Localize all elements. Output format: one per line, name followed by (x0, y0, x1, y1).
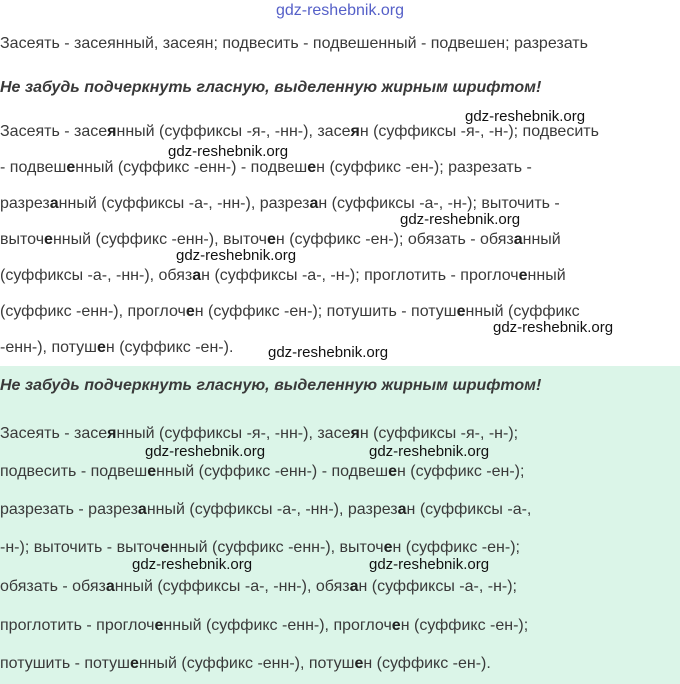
text-segment: нный (суффикс -енн-), выточ (52, 231, 268, 248)
text-segment: нный (суффикс -енн-) - подвеш (156, 463, 389, 480)
watermark[interactable]: gdz-reshebnik.org (400, 211, 521, 228)
answer-block-2-background (0, 366, 680, 684)
watermark[interactable]: gdz-reshebnik.org (275, 2, 405, 19)
watermark[interactable]: gdz-reshebnik.org (168, 143, 289, 160)
text-segment: Засеять - засе (0, 425, 108, 442)
text-segment: Засеять - засе (0, 123, 108, 140)
text-segment: разрезать - разрез (0, 501, 138, 518)
text-segment: (суффикс -енн-), проглоч (0, 303, 186, 320)
text-segment: нный (суффикс -енн-) - подвеш (75, 159, 308, 176)
watermark[interactable]: gdz-reshebnik.org (132, 556, 253, 573)
text-segment: подвесить - подвеш (0, 463, 148, 480)
watermark[interactable]: gdz-reshebnik.org (493, 319, 614, 336)
text-segment: н (суффиксы -я-, -н-); подвесить (359, 123, 599, 140)
highlighted-vowel: е (147, 463, 157, 480)
answer-line (0, 577, 517, 597)
text-segment: обязать - обяз (0, 578, 106, 595)
text-segment: нный (522, 231, 561, 248)
answer-line (0, 338, 233, 358)
text-segment: н (суффикс -ен-); обязать - обяз (275, 231, 514, 248)
highlighted-vowel: е (44, 231, 53, 248)
text-segment: нный (суффикс -енн-), проглоч (163, 617, 392, 634)
highlighted-vowel: а (349, 578, 359, 595)
highlighted-vowel: я (350, 123, 360, 140)
text-segment: (суффиксы -а-, -нн-), обяз (0, 267, 193, 284)
highlighted-vowel: а (137, 501, 147, 518)
text-segment: нный (суффикс -енн-), потуш (138, 655, 355, 672)
text-segment: нный (суффиксы -а-, -нн-), разрез (146, 501, 398, 518)
answer-line (0, 158, 532, 178)
highlighted-vowel: а (105, 578, 115, 595)
text-segment: потушить - потуш (0, 655, 130, 672)
highlighted-vowel: а (309, 195, 319, 212)
text-segment: н (суффикс -ен-). (105, 339, 234, 356)
highlighted-vowel: е (518, 267, 528, 284)
highlighted-vowel: е (154, 617, 164, 634)
text-segment: нный (суффиксы -я-, -нн-), засе (116, 425, 351, 442)
highlighted-vowel: е (307, 159, 317, 176)
text-segment: н (суффикс -ен-); (392, 539, 520, 556)
text-segment: н (суффиксы -я-, -н-); (359, 425, 519, 442)
highlighted-vowel: е (383, 539, 393, 556)
note: Не забудь подчеркнуть гласную, выделенную жирным шрифтом! (0, 79, 542, 96)
text-segment: н (суффиксы -а-, -н-); выточить - (318, 195, 560, 212)
text-segment: нный (суффиксы -я-, -нн-), засе (116, 123, 351, 140)
watermark[interactable]: gdz-reshebnik.org (145, 443, 266, 460)
answer-line (0, 424, 518, 444)
text-segment: н (суффикс -ен-); потушить - потуш (194, 303, 457, 320)
watermark[interactable]: gdz-reshebnik.org (465, 108, 586, 125)
text-segment: нный (суффиксы -а-, -нн-), разрез (58, 195, 310, 212)
highlighted-vowel: е (185, 303, 195, 320)
text-segment: н (суффикс -ен-); разрезать - (316, 159, 532, 176)
text-segment: нный (суффиксы -а-, -нн-), обяз (114, 578, 350, 595)
highlighted-vowel: а (49, 195, 59, 212)
text-segment: разрез (0, 195, 50, 212)
text-segment: нный (суффикс (465, 303, 580, 320)
text-segment: -н-); выточить - выточ (0, 539, 161, 556)
note: Не забудь подчеркнуть гласную, выделенную жирным шрифтом! (0, 377, 542, 394)
answer-line (0, 538, 520, 558)
highlighted-vowel: я (107, 425, 117, 442)
highlighted-vowel: е (354, 655, 364, 672)
watermark[interactable]: gdz-reshebnik.org (369, 443, 490, 460)
highlighted-vowel: я (350, 425, 360, 442)
text-segment: н (суффикс -ен-). (363, 655, 491, 672)
highlighted-vowel: е (391, 617, 401, 634)
watermark[interactable]: gdz-reshebnik.org (369, 556, 490, 573)
text-segment: -енн-), потуш (0, 339, 97, 356)
text-segment: н (суффиксы -а-, -н-); (358, 578, 517, 595)
highlighted-vowel: а (513, 231, 523, 248)
answer-line (0, 462, 524, 482)
text-segment: н (суффиксы -а-, -н-); проглотить - проглоч (201, 267, 519, 284)
answer-line (0, 616, 528, 636)
text-segment: - подвеш (0, 159, 67, 176)
highlighted-vowel: я (107, 123, 117, 140)
highlighted-vowel: е (66, 159, 76, 176)
text-segment: нный (суффикс -енн-), выточ (169, 539, 384, 556)
text-segment: н (суффикс -ен-); (400, 617, 529, 634)
text-segment: выточ (0, 231, 45, 248)
answer-line (0, 266, 566, 286)
answer-line (0, 122, 599, 142)
text-segment: н (суффиксы -а-, (406, 501, 532, 518)
highlighted-vowel: е (388, 463, 397, 480)
highlighted-vowel: е (129, 655, 139, 672)
text-segment: нный (527, 267, 566, 284)
highlighted-vowel: а (192, 267, 202, 284)
task-line: Засеять - засеянный, засеян; подвесить - подвешенный - подвешен; разрезать (0, 35, 588, 52)
highlighted-vowel: а (397, 501, 407, 518)
highlighted-vowel: е (97, 339, 106, 356)
watermark[interactable]: gdz-reshebnik.org (176, 247, 297, 264)
text-segment: проглотить - проглоч (0, 617, 155, 634)
watermark[interactable]: gdz-reshebnik.org (268, 344, 389, 361)
highlighted-vowel: е (456, 303, 466, 320)
answer-line (0, 500, 531, 520)
highlighted-vowel: е (267, 231, 276, 248)
highlighted-vowel: е (160, 539, 170, 556)
text-segment: н (суффикс -ен-); (396, 463, 525, 480)
answer-line (0, 654, 491, 674)
